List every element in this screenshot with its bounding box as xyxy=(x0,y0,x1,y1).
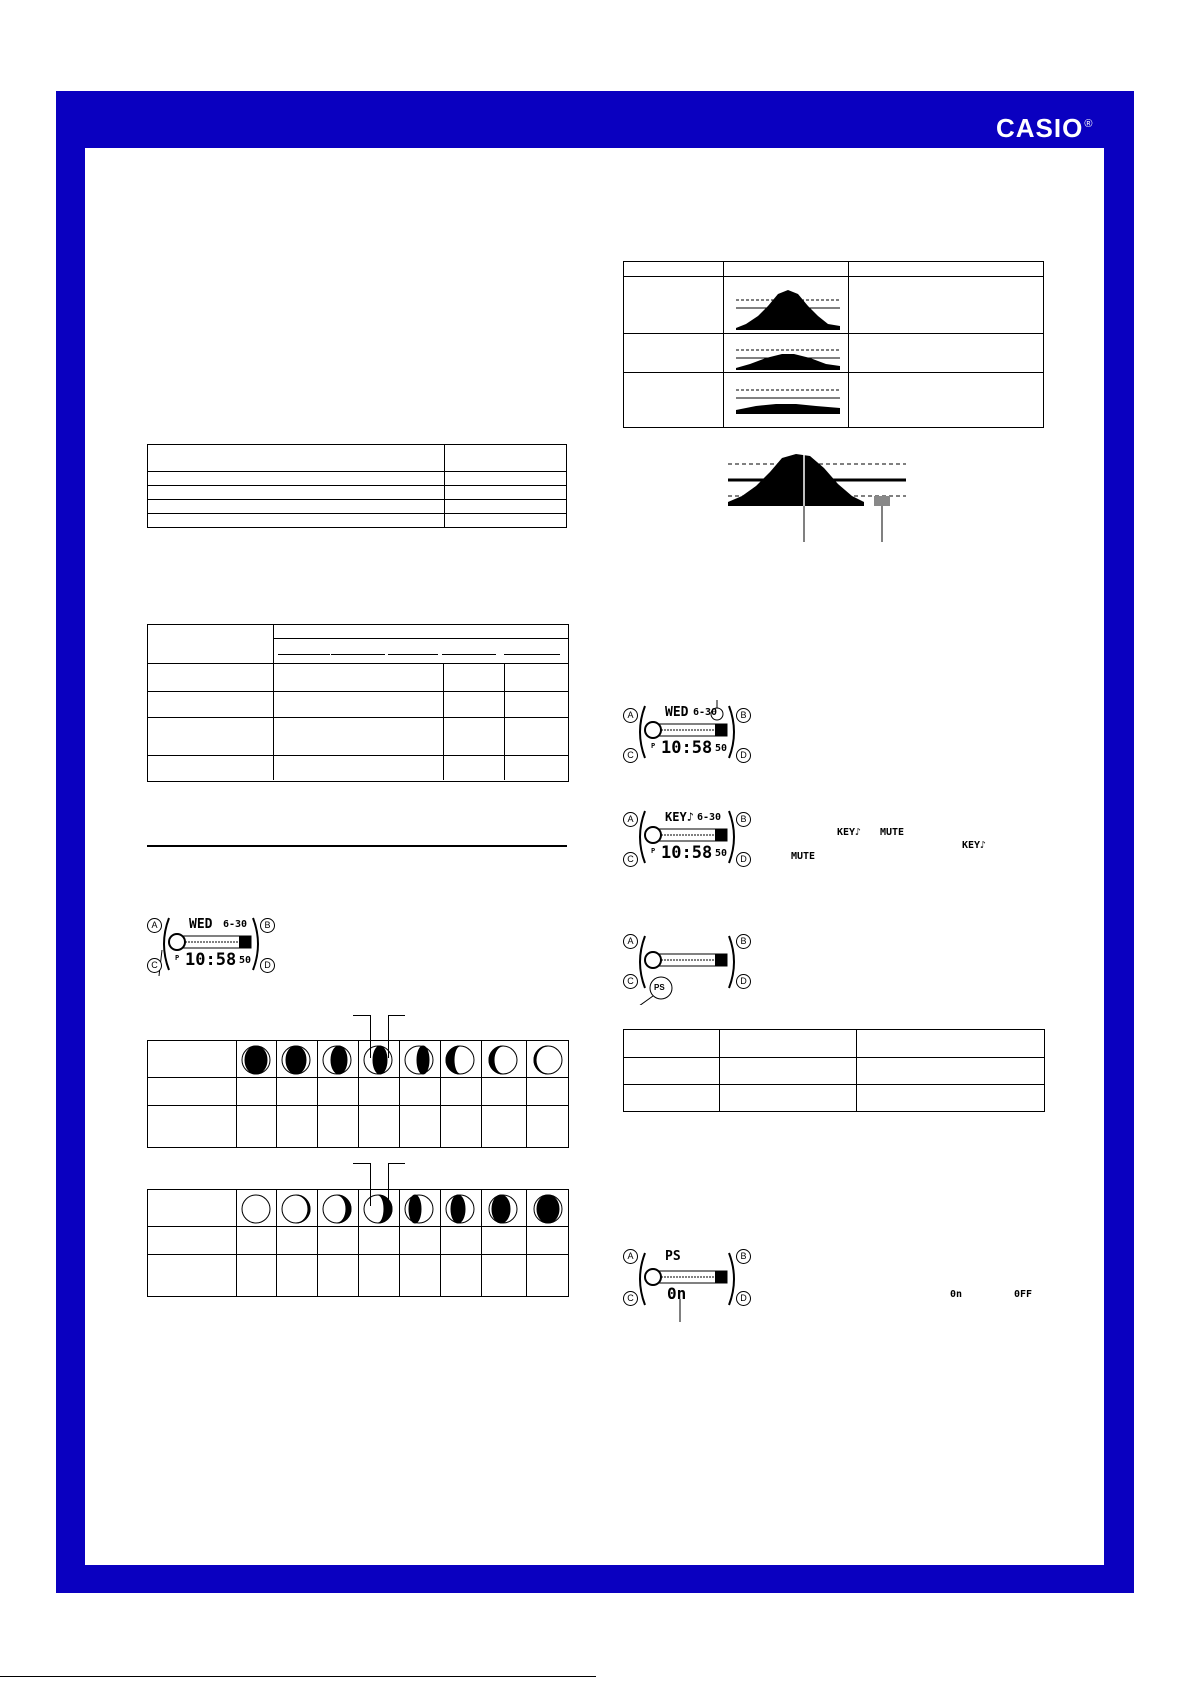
lcd-day: WED xyxy=(189,917,213,932)
button-c-icon: C xyxy=(623,852,638,867)
tide-graph-large-icon xyxy=(736,286,840,330)
page-bottom-rule xyxy=(0,1676,596,1677)
button-a-icon: A xyxy=(623,934,638,949)
lcd-seconds: 50 xyxy=(239,955,252,966)
lcd-pm: P xyxy=(175,954,180,962)
button-c-icon: C xyxy=(623,748,638,763)
moon-phase-table-waxing xyxy=(147,1189,569,1297)
button-b-icon: B xyxy=(736,1249,751,1264)
button-a-icon: A xyxy=(623,812,638,827)
lcd-key-label: KEY♪ xyxy=(665,810,694,824)
watch-outline-icon xyxy=(623,930,751,1005)
button-a-icon: A xyxy=(623,708,638,723)
lcd-ps-value: 0n xyxy=(667,1284,687,1303)
lcd-date: 6-30 xyxy=(697,812,722,823)
button-a-icon: A xyxy=(623,1249,638,1264)
inline-off-label: 0FF xyxy=(1014,1289,1033,1300)
tide-graph-medium-icon xyxy=(736,342,840,370)
lcd-date: 6-30 xyxy=(223,919,248,930)
power-saving-table xyxy=(623,1029,1045,1112)
watch-display-power-saving xyxy=(623,930,751,1005)
lcd-time: 10:58 xyxy=(661,738,713,758)
moon-icons-waning xyxy=(236,1041,568,1077)
button-c-icon: C xyxy=(623,1291,638,1306)
button-d-icon: D xyxy=(736,852,751,867)
lcd-ps-label: PS xyxy=(665,1249,681,1264)
lcd-seconds: 50 xyxy=(715,848,728,859)
tide-graph-table xyxy=(623,261,1044,428)
ps-badge: PS xyxy=(654,983,665,992)
tide-graph-detail-icon xyxy=(728,450,906,542)
button-c-icon: C xyxy=(623,974,638,989)
button-b-icon: B xyxy=(260,918,275,933)
button-d-icon: D xyxy=(736,1291,751,1306)
lcd-date: 6-30 xyxy=(693,707,718,718)
watch-display-right-2 xyxy=(623,805,751,870)
inline-mute-label-2: MUTE xyxy=(791,851,816,862)
button-a-icon: A xyxy=(147,918,162,933)
lcd-day: WED xyxy=(665,705,689,720)
lcd-time: 10:58 xyxy=(185,950,237,970)
watch-display-main xyxy=(147,912,275,977)
button-b-icon: B xyxy=(736,812,751,827)
moon-phase-table-waning xyxy=(147,1040,569,1148)
casio-logo: CASIO® xyxy=(996,113,1094,143)
inline-on-label: 0n xyxy=(950,1289,963,1300)
section-rule xyxy=(147,845,567,847)
lcd-seconds: 50 xyxy=(715,743,728,754)
button-d-icon: D xyxy=(260,958,275,973)
lcd-pm: P xyxy=(651,742,656,750)
moon-icons-waxing xyxy=(236,1190,568,1226)
button-d-icon: D xyxy=(736,748,751,763)
inline-key-label: KEY♪ xyxy=(837,827,862,838)
inline-mute-label: MUTE xyxy=(880,827,905,838)
button-d-icon: D xyxy=(736,974,751,989)
watch-display-ps-setting xyxy=(623,1247,751,1322)
lcd-pm: P xyxy=(651,847,656,855)
button-b-icon: B xyxy=(736,934,751,949)
button-c-icon: C xyxy=(147,958,162,973)
button-b-icon: B xyxy=(736,708,751,723)
table-2 xyxy=(147,624,569,782)
watch-display-right-1 xyxy=(623,700,751,765)
inline-key-label-2: KEY♪ xyxy=(962,840,987,851)
watch-outline-icon xyxy=(623,1247,751,1322)
tide-graph-small-icon xyxy=(736,380,840,414)
lcd-time: 10:58 xyxy=(661,843,713,863)
table-1 xyxy=(147,444,567,528)
